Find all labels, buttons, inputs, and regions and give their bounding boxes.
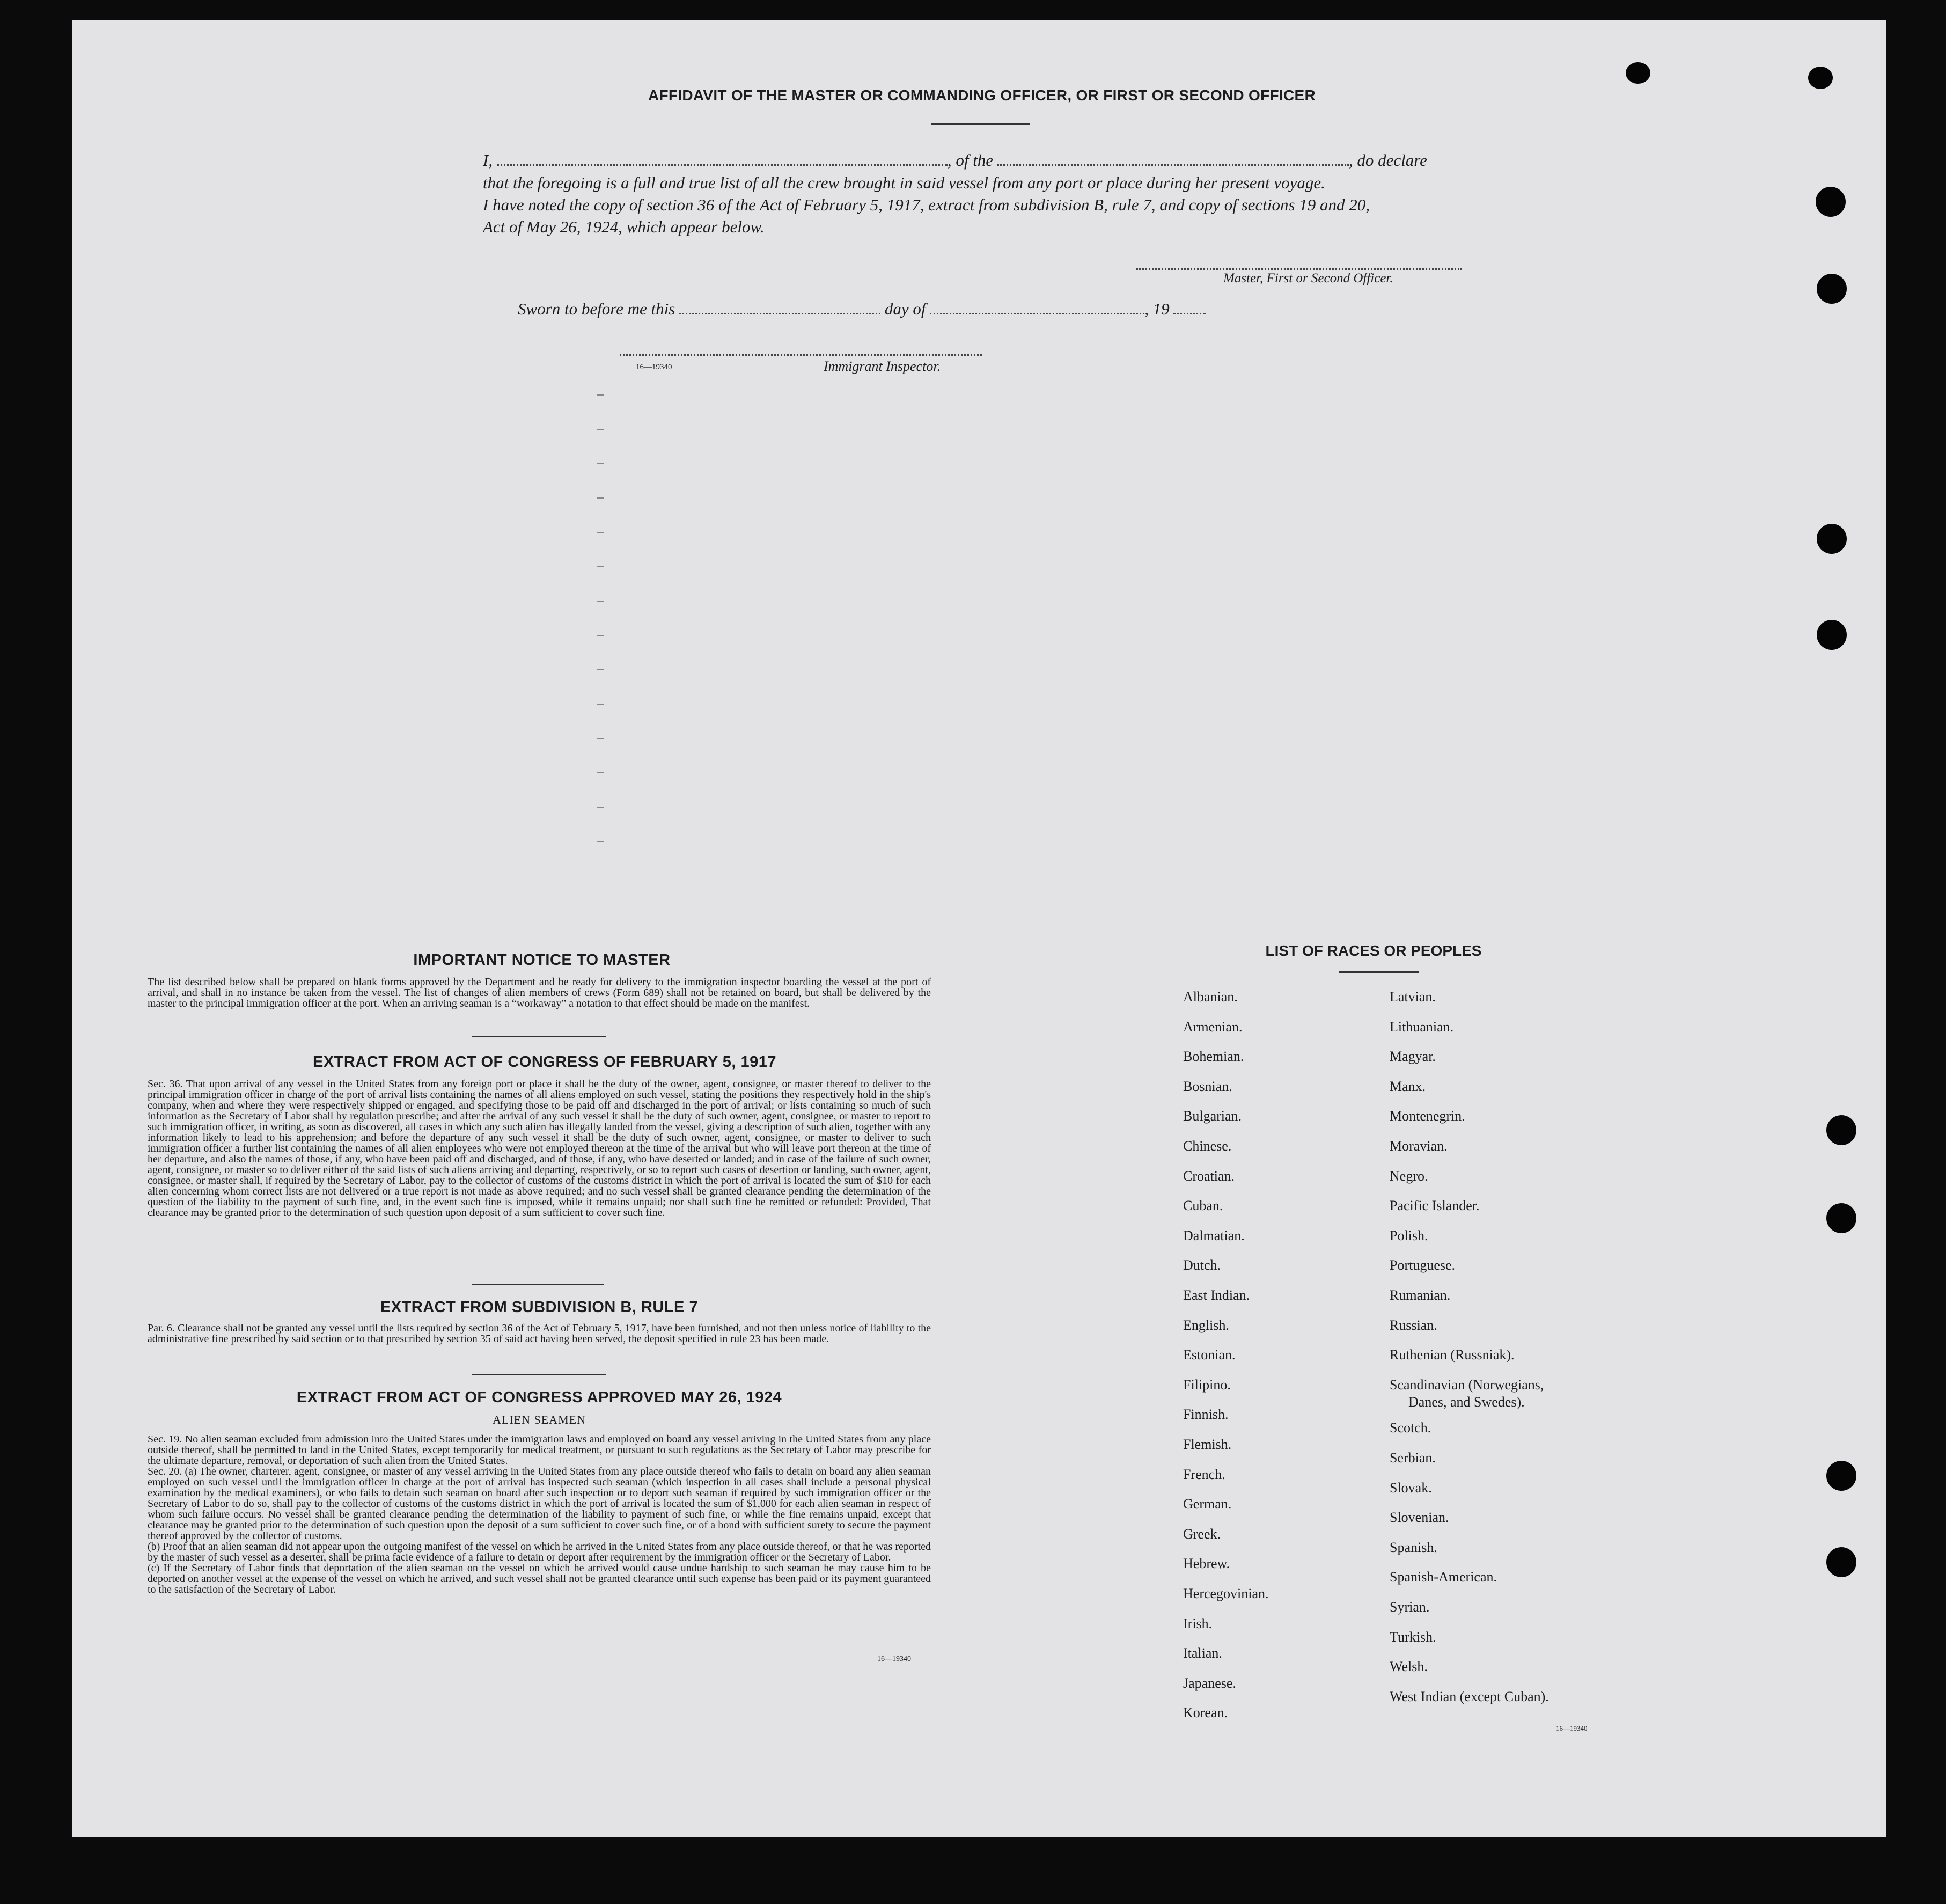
- race-item: Estonian.: [1183, 1347, 1236, 1363]
- form-number: 16—19340: [636, 363, 672, 371]
- form-number: 16—19340: [877, 1655, 911, 1663]
- punch-hole: [1817, 620, 1847, 650]
- sworn-line: Sworn to before me this day of , 19: [518, 299, 1206, 319]
- race-item: Chinese.: [1183, 1138, 1232, 1154]
- race-item: Syrian.: [1390, 1599, 1430, 1615]
- race-item: Negro.: [1390, 1168, 1428, 1184]
- signature-line[interactable]: [1136, 268, 1462, 270]
- dash-mark: [597, 772, 604, 773]
- races-title: LIST OF RACES OR PEOPLES: [1265, 942, 1482, 959]
- punch-hole: [1816, 187, 1846, 217]
- dash-mark: [597, 669, 604, 670]
- sec19-text: Sec. 19. No alien seaman excluded from admission into the United States under the immigration laws and employed on board any vessel arriving in the United States from any place outside thereof, shall be permitted to land in the United States, except temporarily for medical treatment, or pursuant to such regulations as the Secretary of Labor may prescribe for the ultimate departure, removal, or deportation of such alien from the United States.: [148, 1433, 931, 1467]
- sec20c-text: (c) If the Secretary of Labor finds that deportation of the alien seaman on the vessel on which he arrived would cause undue hardship to such seaman he may cause him to be deported on another vessel at the expense of the vessel on which he arrived, and such vessel shall not be granted clearance until such expense has been paid or its payment guaranteed to the satisfaction of the Secretary of Labor.: [148, 1562, 931, 1595]
- declaration-line-4: Act of May 26, 1924, which appear below.: [483, 217, 765, 236]
- affidavit-title: AFFIDAVIT OF THE MASTER OR COMMANDING OFFICER, OR FIRST OR SECOND OFFICER: [648, 87, 1316, 104]
- race-item: Magyar.: [1390, 1049, 1436, 1065]
- rule7-body: Par. 6. Clearance shall not be granted any vessel until the lists required by section 36 of the Act of February 5, 1917, have been furnished, and not then unless notice of liability to the administrative fine prescribed by said section or to that prescribed by section 35 of said act having been served, the deposit specified in rule 23 has been made.: [148, 1322, 931, 1345]
- race-item: Dutch.: [1183, 1257, 1221, 1273]
- race-item: Italian.: [1183, 1645, 1222, 1661]
- name-field[interactable]: [497, 153, 948, 166]
- race-item: Flemish.: [1183, 1437, 1232, 1452]
- race-item-continuation: Danes, and Swedes).: [1408, 1394, 1525, 1410]
- ink-blot: [1626, 62, 1650, 84]
- dash-mark: [597, 532, 604, 533]
- dash-mark: [597, 635, 604, 636]
- race-item: Korean.: [1183, 1705, 1228, 1721]
- sworn-month-field[interactable]: [930, 302, 1144, 314]
- race-item: Spanish-American.: [1390, 1569, 1497, 1585]
- race-item: Latvian.: [1390, 989, 1436, 1005]
- race-item: Bosnian.: [1183, 1078, 1232, 1094]
- race-item: Welsh.: [1390, 1659, 1428, 1675]
- dash-mark: [597, 601, 604, 602]
- race-item: Greek.: [1183, 1526, 1221, 1542]
- race-item: Hercegovinian.: [1183, 1586, 1269, 1601]
- race-item: Dalmatian.: [1183, 1227, 1245, 1243]
- rule7-divider: [472, 1374, 606, 1375]
- punch-hole: [1826, 1115, 1856, 1145]
- race-item: West Indian (except Cuban).: [1390, 1688, 1549, 1704]
- extract-1924-title: EXTRACT FROM ACT OF CONGRESS APPROVED MAY 26, 1924: [296, 1389, 782, 1406]
- notice-title: IMPORTANT NOTICE TO MASTER: [413, 951, 671, 969]
- punch-hole: [1826, 1461, 1856, 1491]
- race-item: Finnish.: [1183, 1407, 1229, 1423]
- vessel-field[interactable]: [997, 153, 1349, 166]
- race-item: Moravian.: [1390, 1138, 1448, 1154]
- race-item: Irish.: [1183, 1615, 1213, 1631]
- race-item: Polish.: [1390, 1227, 1428, 1243]
- punch-hole: [1817, 524, 1847, 554]
- dash-mark: [597, 807, 604, 808]
- race-item: Slovenian.: [1390, 1510, 1449, 1526]
- dash-mark: [597, 841, 604, 842]
- declaration-line-1: I, , of the , do declare: [483, 151, 1427, 170]
- notice-divider: [472, 1036, 606, 1037]
- race-item: French.: [1183, 1466, 1225, 1482]
- race-item: Bulgarian.: [1183, 1108, 1242, 1124]
- race-item: Albanian.: [1183, 989, 1238, 1005]
- races-divider: [1339, 971, 1419, 973]
- dash-mark: [597, 497, 604, 499]
- race-item: Rumanian.: [1390, 1287, 1451, 1303]
- race-item: English.: [1183, 1317, 1229, 1333]
- race-item: Croatian.: [1183, 1168, 1235, 1184]
- race-item: Serbian.: [1390, 1450, 1436, 1466]
- signature-label: Master, First or Second Officer.: [1223, 271, 1393, 285]
- sec20b-text: (b) Proof that an alien seaman did not appear upon the outgoing manifest of the vessel on which he arrived in the United States from any place outside thereof, or that he was reported by the master of such vessel as a deserter, shall be prima facie evidence of a failure to detain or deport after requirement by the immigration officer or the Secretary of Labor.: [148, 1541, 931, 1563]
- sec20a-text: Sec. 20. (a) The owner, charterer, agent, consignee, or master of any vessel arriving in the United States from any place outside thereof who fails to detain on board any alien seaman employed on such vessel until the immigration officer in charge at the port of arrival has inspected such seaman (which inspection in all cases shall include a personal physical examination by the medical examiners), or who fails to detain such seaman on board after such inspection or to deport such seaman if required by such immigration officer or the Secretary of Labor to do so, shall pay to the collector of customs of the customs district in which the port of arrival is located the sum of $1,000 for each alien seaman in respect of whom such failure occurs. No vessel shall be granted clearance pending the determination of the liability to payment of such fine, or while the fine remains unpaid, except that clearance may be granted prior to the determination of such question upon the deposit of a sum sufficient to cover such fine, or of a bond with sufficient surety to secure the payment thereof approved by the collector of customs.: [148, 1466, 931, 1542]
- alien-seamen-subtitle: ALIEN SEAMEN: [493, 1413, 586, 1426]
- dash-mark: [597, 738, 604, 739]
- punch-hole: [1826, 1203, 1856, 1233]
- race-item: Cuban.: [1183, 1198, 1223, 1214]
- rule7-title: EXTRACT FROM SUBDIVISION B, RULE 7: [380, 1299, 699, 1316]
- extract-1917-body: Sec. 36. That upon arrival of any vessel in the United States from any foreign port or place it shall be the duty of the owner, agent, consignee, or master thereof to deliver to the principal immigration officer in charge of the port of arrival lists containing the names of all aliens employed on such vessel, stating the positions they respectively hold in the ship's company, when and where they were respectively shipped or engaged, and specifying those to be paid off and discharged in the port of arrival; or lists containing so much of such information as the Secretary of Labor shall by regulation prescribe; and after the arrival of any such vessel it shall be the duty of such owner, agent, consignee, or master to report to such immigration officer, in writing, as soon as discovered, all cases in which any such alien has illegally landed from the vessel, giving a description of such alien, together with any information likely to lead to his apprehension; and before the departure of any such vessel it shall be the duty of such owner, agent, consignee, or master to deliver to such immigration officer a further list containing the names of all alien employees who were not employed thereon at the time of the arrival but who will leave port thereon at the time of her departure, and also the names of those, if any, who have been paid off and discharged, and of those, if any, who have deserted or landed; and in case of the failure of such owner, agent, consignee, or master so to deliver either of the said lists of such aliens arriving and departing, respectively, or so to report such cases of desertion or landing, such owner, agent, consignee, or master shall, if required by the Secretary of Labor, pay to the collector of customs of the customs district in which the port of arrival is located the sum of $10 for each alien concerning whom correct lists are not delivered or a true report is not made as above required; and no such vessel shall be granted clearance pending the determination of the question of the liability to the payment of such fine, and, in the event such fine is imposed, while it remains unpaid; nor shall such fine be remitted or refunded: Provided, That clearance may be granted prior to the determination of such question upon deposit of a sum sufficient to cover such fine.: [148, 1078, 931, 1219]
- dash-mark: [597, 394, 604, 396]
- race-item: Manx.: [1390, 1078, 1426, 1094]
- race-item: Filipino.: [1183, 1376, 1231, 1393]
- dash-mark: [597, 704, 604, 705]
- notice-body: The list described below shall be prepared on blank forms approved by the Department and be ready for delivery to the immigration inspector boarding the vessel at the port of arrival, and shall in no instance be taken from the vessel. The list of changes of alien members of crews (Form 689) shall not be retained on board, but shall be delivered by the master to the principal immigration officer at the port. When an arriving seaman is a “workaway” a notation to that effect should be made on the manifest.: [148, 976, 931, 1009]
- race-item: Hebrew.: [1183, 1556, 1230, 1572]
- race-item: Spanish.: [1390, 1539, 1437, 1555]
- race-item: Portuguese.: [1390, 1257, 1456, 1273]
- extract-1917-title: EXTRACT FROM ACT OF CONGRESS OF FEBRUARY 5, 1917: [312, 1053, 777, 1071]
- race-item: East Indian.: [1183, 1287, 1250, 1303]
- race-item: Russian.: [1390, 1317, 1437, 1333]
- punch-hole: [1826, 1547, 1856, 1577]
- race-item: Montenegrin.: [1390, 1108, 1465, 1124]
- inspector-label: Immigrant Inspector.: [824, 358, 941, 374]
- race-item: Scotch.: [1390, 1420, 1431, 1436]
- race-item: Slovak.: [1390, 1480, 1432, 1496]
- race-item: German.: [1183, 1496, 1232, 1512]
- race-item: Bohemian.: [1183, 1049, 1244, 1065]
- race-item: Ruthenian (Russniak).: [1390, 1347, 1515, 1363]
- sworn-year-field[interactable]: [1173, 302, 1206, 314]
- extract-1924-body: [148, 1434, 931, 1595]
- dash-mark: [597, 463, 604, 464]
- ink-blot: [1808, 67, 1833, 89]
- race-item: Scandinavian (Norwegians,: [1390, 1376, 1544, 1393]
- race-item: Lithuanian.: [1390, 1019, 1454, 1035]
- inspector-signature-line[interactable]: [620, 354, 982, 356]
- race-item: Pacific Islander.: [1390, 1198, 1480, 1214]
- declaration-line-2: that the foregoing is a full and true list of all the crew brought in said vessel from any port or place during her present voyage.: [483, 173, 1325, 192]
- punch-hole: [1817, 274, 1847, 304]
- sworn-day-field[interactable]: [679, 302, 880, 314]
- title-divider: [931, 123, 1030, 125]
- form-number: 16—19340: [1556, 1724, 1588, 1732]
- declaration-line-3: I have noted the copy of section 36 of the Act of February 5, 1917, extract from subdivision B, rule 7, and copy of sections 19 and 20,: [483, 195, 1370, 214]
- race-item: Armenian.: [1183, 1019, 1243, 1035]
- race-item: Turkish.: [1390, 1629, 1436, 1645]
- extract-1917-divider: [472, 1284, 604, 1285]
- dash-mark: [597, 429, 604, 430]
- dash-mark: [597, 566, 604, 567]
- race-item: Japanese.: [1183, 1675, 1236, 1691]
